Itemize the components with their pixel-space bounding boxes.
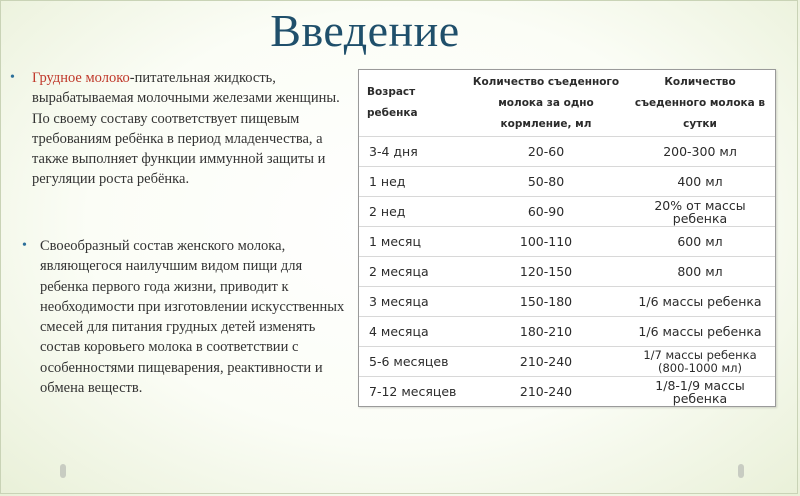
- cell-per-feeding: 180-210: [467, 317, 625, 347]
- cell-per-day: 1/6 массы ребенка: [625, 287, 775, 317]
- cell-per-feeding: 150-180: [467, 287, 625, 317]
- cell-per-day: 800 мл: [625, 257, 775, 287]
- table-row: [359, 317, 775, 347]
- cell-per-day: 1/7 массы ребенка (800-1000 мл): [625, 347, 775, 377]
- slide-pin-left: [60, 464, 66, 478]
- cell-per-feeding: 120-150: [467, 257, 625, 287]
- cell-per-day: 1/6 массы ребенка: [625, 317, 775, 347]
- cell-age: 3-4 дня: [359, 137, 467, 167]
- table-row: [359, 167, 775, 197]
- cell-per-feeding: 210-240: [467, 377, 625, 407]
- header-age: Возраст ребенка: [367, 86, 418, 119]
- cell-age: 7-12 месяцев: [359, 377, 467, 407]
- bullet-dot-icon: •: [22, 238, 27, 253]
- table-header-row: [359, 70, 775, 137]
- bullet-composition: [10, 236, 348, 398]
- cell-age: 2 нед: [359, 197, 467, 227]
- bullet-breast-milk: [10, 68, 348, 190]
- cell-per-feeding: 60-90: [467, 197, 625, 227]
- table-row: [359, 347, 775, 377]
- table-row: [359, 377, 775, 407]
- slide-pin-right: [738, 464, 744, 478]
- table-row: [359, 197, 775, 227]
- cell-per-day: 400 мл: [625, 167, 775, 197]
- cell-per-feeding: 100-110: [467, 227, 625, 257]
- cell-per-feeding: 50-80: [467, 167, 625, 197]
- feeding-table: [359, 70, 775, 406]
- table-row: [359, 137, 775, 167]
- feeding-table-frame: [358, 69, 776, 407]
- highlight-term: Грудное молоко: [32, 70, 130, 86]
- bullet-text: [32, 68, 348, 190]
- cell-age: 1 нед: [359, 167, 467, 197]
- cell-per-day: 1/8-1/9 массы ребенка: [625, 377, 775, 407]
- cell-age: 5-6 месяцев: [359, 347, 467, 377]
- cell-age: 3 месяца: [359, 287, 467, 317]
- table-row: [359, 287, 775, 317]
- cell-per-feeding: 20-60: [467, 137, 625, 167]
- bullet-dot-icon: •: [10, 70, 15, 85]
- header-per-feeding: Количество съеденного молока за одно кормление, мл: [472, 75, 620, 130]
- cell-age: 4 месяца: [359, 317, 467, 347]
- bullet-body: -питательная жидкость, вырабатываемая молочными железами женщины. По своему составу соответствует пищевым требованиям ребёнка в период младенчества, а также выполняет функции иммунной защиты и регуляции роста ребёнка.: [32, 70, 340, 188]
- bullet-body: Своеобразный состав женского молока, являющегося наилучшим видом пищи для ребенка первого года жизни, приводит к необходимости при изготовлении искусственных смесей для питания грудных детей изменять состав коровьего молока в соответствии с особенностями пищеварения, реактивности и обмена веществ.: [40, 238, 345, 397]
- cell-per-feeding: 210-240: [467, 347, 625, 377]
- cell-per-day: 200-300 мл: [625, 137, 775, 167]
- cell-age: 2 месяца: [359, 257, 467, 287]
- cell-per-day: 20% от массы ребенка: [625, 197, 775, 227]
- table-row: [359, 257, 775, 287]
- header-per-day: Количество съеденного молока в сутки: [634, 75, 766, 130]
- table-body: [359, 137, 775, 407]
- table-row: [359, 227, 775, 257]
- cell-age: 1 месяц: [359, 227, 467, 257]
- slide-title: Введение: [270, 5, 460, 56]
- cell-per-day: 600 мл: [625, 227, 775, 257]
